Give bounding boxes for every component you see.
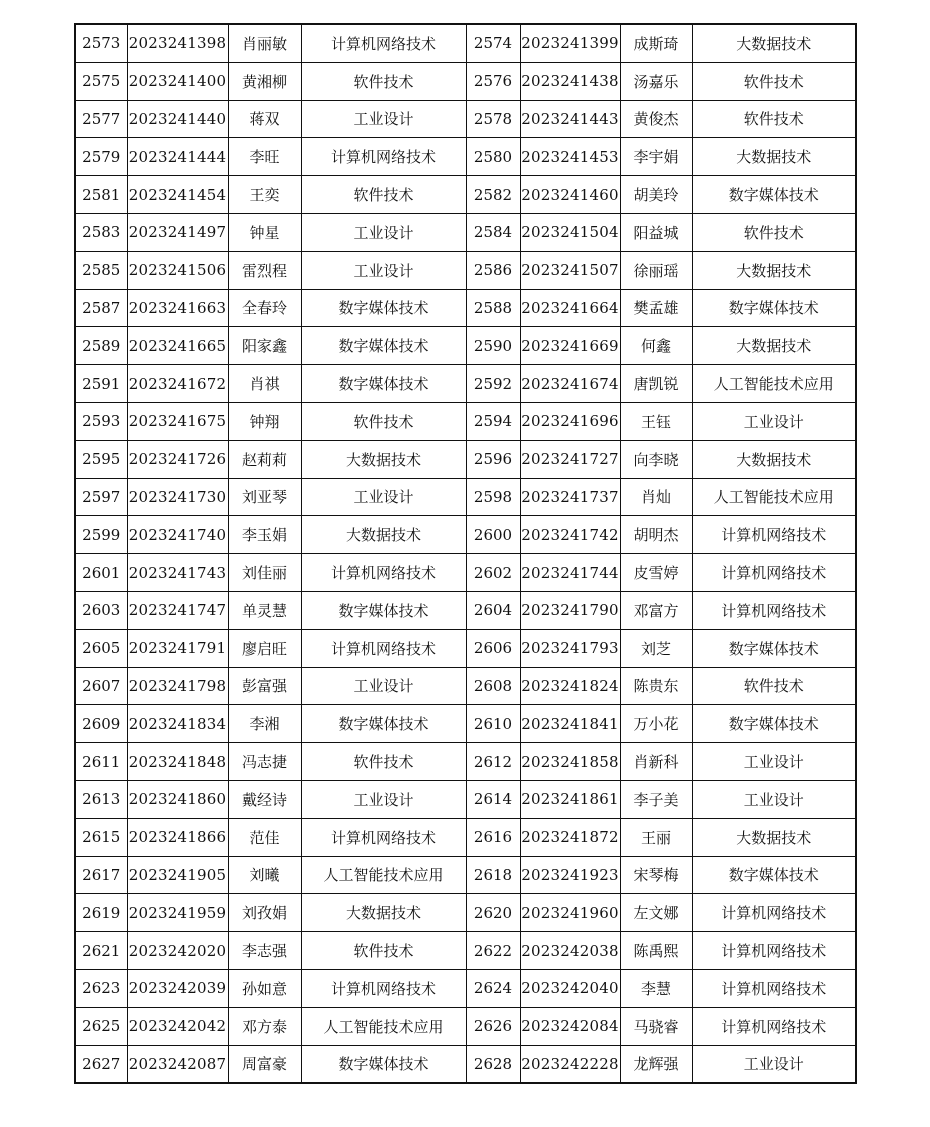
student-id-cell: 2023241742 [520,516,620,554]
student-id-cell: 2023241460 [520,176,620,214]
table-row [75,894,856,932]
name-cell: 龙辉强 [620,1045,692,1083]
major-cell: 计算机网络技术 [692,969,856,1007]
major-cell: 大数据技术 [692,251,856,289]
table-row [75,629,856,667]
name-cell: 汤嘉乐 [620,62,692,100]
student-id-cell: 2023241504 [520,213,620,251]
major-cell: 软件技术 [692,213,856,251]
major-cell: 工业设计 [301,667,466,705]
table-row [75,176,856,214]
student-id-cell: 2023241440 [127,100,228,138]
seq-cell: 2587 [75,289,127,327]
student-id-cell: 2023241793 [520,629,620,667]
student-id-cell: 2023241497 [127,213,228,251]
seq-cell: 2583 [75,213,127,251]
student-id-cell: 2023241959 [127,894,228,932]
seq-cell: 2604 [466,591,520,629]
name-cell: 李慧 [620,969,692,1007]
major-cell: 数字媒体技术 [692,856,856,894]
name-cell: 周富豪 [228,1045,301,1083]
name-cell: 蒋双 [228,100,301,138]
name-cell: 宋琴梅 [620,856,692,894]
table-row [75,818,856,856]
student-id-cell: 2023241905 [127,856,228,894]
table-row [75,591,856,629]
student-id-cell: 2023241824 [520,667,620,705]
name-cell: 彭富强 [228,667,301,705]
table-row [75,554,856,592]
table-row [75,100,856,138]
major-cell: 数字媒体技术 [301,289,466,327]
name-cell: 戴经诗 [228,780,301,818]
seq-cell: 2593 [75,402,127,440]
major-cell: 大数据技术 [692,24,856,62]
major-cell: 计算机网络技术 [692,932,856,970]
student-id-cell: 2023241740 [127,516,228,554]
student-id-cell: 2023242228 [520,1045,620,1083]
student-id-cell: 2023241834 [127,705,228,743]
seq-cell: 2605 [75,629,127,667]
name-cell: 刘孜娟 [228,894,301,932]
seq-cell: 2613 [75,780,127,818]
seq-cell: 2610 [466,705,520,743]
major-cell: 软件技术 [692,667,856,705]
student-id-cell: 2023241507 [520,251,620,289]
student-id-cell: 2023241444 [127,138,228,176]
student-id-cell: 2023241675 [127,402,228,440]
student-id-cell: 2023241872 [520,818,620,856]
major-cell: 计算机网络技术 [692,1007,856,1045]
table-row [75,62,856,100]
name-cell: 单灵慧 [228,591,301,629]
seq-cell: 2576 [466,62,520,100]
table-row [75,780,856,818]
seq-cell: 2578 [466,100,520,138]
table-row [75,365,856,403]
name-cell: 左文娜 [620,894,692,932]
student-id-cell: 2023241730 [127,478,228,516]
major-cell: 人工智能技术应用 [692,365,856,403]
name-cell: 雷烈程 [228,251,301,289]
major-cell: 软件技术 [301,743,466,781]
major-cell: 计算机网络技术 [692,554,856,592]
name-cell: 向李晓 [620,440,692,478]
seq-cell: 2606 [466,629,520,667]
name-cell: 李玉娟 [228,516,301,554]
seq-cell: 2623 [75,969,127,1007]
major-cell: 计算机网络技术 [692,894,856,932]
student-id-cell: 2023241923 [520,856,620,894]
student-id-cell: 2023241506 [127,251,228,289]
student-roster-table [74,23,857,1084]
name-cell: 肖新科 [620,743,692,781]
seq-cell: 2622 [466,932,520,970]
student-id-cell: 2023241848 [127,743,228,781]
name-cell: 马骁睿 [620,1007,692,1045]
major-cell: 数字媒体技术 [301,365,466,403]
student-id-cell: 2023241674 [520,365,620,403]
seq-cell: 2575 [75,62,127,100]
major-cell: 工业设计 [301,100,466,138]
major-cell: 大数据技术 [692,440,856,478]
seq-cell: 2620 [466,894,520,932]
seq-cell: 2614 [466,780,520,818]
major-cell: 人工智能技术应用 [301,1007,466,1045]
seq-cell: 2585 [75,251,127,289]
major-cell: 数字媒体技术 [692,176,856,214]
student-id-cell: 2023242039 [127,969,228,1007]
table-row [75,516,856,554]
name-cell: 王钰 [620,402,692,440]
seq-cell: 2603 [75,591,127,629]
seq-cell: 2594 [466,402,520,440]
major-cell: 计算机网络技术 [692,516,856,554]
major-cell: 计算机网络技术 [692,591,856,629]
student-id-cell: 2023241960 [520,894,620,932]
name-cell: 刘佳丽 [228,554,301,592]
name-cell: 赵莉莉 [228,440,301,478]
table-row [75,138,856,176]
seq-cell: 2609 [75,705,127,743]
name-cell: 樊孟雄 [620,289,692,327]
seq-cell: 2628 [466,1045,520,1083]
seq-cell: 2619 [75,894,127,932]
name-cell: 成斯琦 [620,24,692,62]
seq-cell: 2591 [75,365,127,403]
name-cell: 皮雪婷 [620,554,692,592]
major-cell: 人工智能技术应用 [301,856,466,894]
student-id-cell: 2023241663 [127,289,228,327]
table-row [75,932,856,970]
table-row [75,667,856,705]
student-id-cell: 2023241727 [520,440,620,478]
student-id-cell: 2023241398 [127,24,228,62]
student-id-cell: 2023241453 [520,138,620,176]
seq-cell: 2589 [75,327,127,365]
seq-cell: 2600 [466,516,520,554]
seq-cell: 2615 [75,818,127,856]
table-row [75,24,856,62]
student-id-cell: 2023241664 [520,289,620,327]
seq-cell: 2588 [466,289,520,327]
student-id-cell: 2023241798 [127,667,228,705]
major-cell: 软件技术 [692,62,856,100]
table-row [75,478,856,516]
seq-cell: 2580 [466,138,520,176]
name-cell: 唐凯锐 [620,365,692,403]
seq-cell: 2607 [75,667,127,705]
major-cell: 数字媒体技术 [301,705,466,743]
name-cell: 冯志捷 [228,743,301,781]
major-cell: 工业设计 [692,743,856,781]
student-id-cell: 2023242020 [127,932,228,970]
major-cell: 数字媒体技术 [301,591,466,629]
name-cell: 黄湘柳 [228,62,301,100]
major-cell: 数字媒体技术 [301,1045,466,1083]
student-id-cell: 2023241841 [520,705,620,743]
student-id-cell: 2023241866 [127,818,228,856]
student-id-cell: 2023241860 [127,780,228,818]
seq-cell: 2612 [466,743,520,781]
name-cell: 肖祺 [228,365,301,403]
name-cell: 陈贵东 [620,667,692,705]
major-cell: 工业设计 [301,780,466,818]
major-cell: 工业设计 [692,402,856,440]
name-cell: 全春玲 [228,289,301,327]
seq-cell: 2586 [466,251,520,289]
major-cell: 人工智能技术应用 [692,478,856,516]
name-cell: 阳益城 [620,213,692,251]
major-cell: 计算机网络技术 [301,554,466,592]
student-id-cell: 2023241737 [520,478,620,516]
table-row [75,856,856,894]
student-id-cell: 2023241743 [127,554,228,592]
major-cell: 工业设计 [301,251,466,289]
major-cell: 软件技术 [692,100,856,138]
name-cell: 黄俊杰 [620,100,692,138]
major-cell: 软件技术 [301,176,466,214]
table-row [75,440,856,478]
table-row [75,969,856,1007]
major-cell: 工业设计 [692,780,856,818]
seq-cell: 2624 [466,969,520,1007]
student-id-cell: 2023241726 [127,440,228,478]
student-id-cell: 2023242040 [520,969,620,1007]
seq-cell: 2584 [466,213,520,251]
table-row [75,1045,856,1083]
table-row [75,402,856,440]
major-cell: 数字媒体技术 [692,289,856,327]
student-id-cell: 2023241438 [520,62,620,100]
table-row [75,743,856,781]
seq-cell: 2596 [466,440,520,478]
major-cell: 软件技术 [301,62,466,100]
seq-cell: 2579 [75,138,127,176]
name-cell: 李宇娟 [620,138,692,176]
student-id-cell: 2023241665 [127,327,228,365]
seq-cell: 2598 [466,478,520,516]
name-cell: 范佳 [228,818,301,856]
table-row [75,251,856,289]
major-cell: 数字媒体技术 [692,705,856,743]
major-cell: 大数据技术 [301,440,466,478]
seq-cell: 2602 [466,554,520,592]
name-cell: 刘芝 [620,629,692,667]
seq-cell: 2581 [75,176,127,214]
roster-body [75,24,856,1083]
name-cell: 王奕 [228,176,301,214]
name-cell: 徐丽瑶 [620,251,692,289]
major-cell: 计算机网络技术 [301,818,466,856]
name-cell: 钟星 [228,213,301,251]
seq-cell: 2595 [75,440,127,478]
seq-cell: 2617 [75,856,127,894]
name-cell: 邓方泰 [228,1007,301,1045]
name-cell: 胡明杰 [620,516,692,554]
seq-cell: 2611 [75,743,127,781]
student-id-cell: 2023241744 [520,554,620,592]
name-cell: 李湘 [228,705,301,743]
seq-cell: 2590 [466,327,520,365]
name-cell: 陈禹熙 [620,932,692,970]
name-cell: 王丽 [620,818,692,856]
major-cell: 工业设计 [692,1045,856,1083]
major-cell: 数字媒体技术 [301,327,466,365]
major-cell: 软件技术 [301,402,466,440]
student-id-cell: 2023241669 [520,327,620,365]
major-cell: 大数据技术 [692,327,856,365]
major-cell: 大数据技术 [301,516,466,554]
student-id-cell: 2023241696 [520,402,620,440]
seq-cell: 2597 [75,478,127,516]
major-cell: 工业设计 [301,213,466,251]
seq-cell: 2627 [75,1045,127,1083]
table-row [75,289,856,327]
name-cell: 孙如意 [228,969,301,1007]
name-cell: 钟翔 [228,402,301,440]
major-cell: 工业设计 [301,478,466,516]
seq-cell: 2599 [75,516,127,554]
major-cell: 计算机网络技术 [301,629,466,667]
major-cell: 大数据技术 [301,894,466,932]
student-id-cell: 2023241861 [520,780,620,818]
seq-cell: 2573 [75,24,127,62]
seq-cell: 2577 [75,100,127,138]
major-cell: 计算机网络技术 [301,969,466,1007]
name-cell: 何鑫 [620,327,692,365]
seq-cell: 2601 [75,554,127,592]
name-cell: 李志强 [228,932,301,970]
seq-cell: 2608 [466,667,520,705]
seq-cell: 2621 [75,932,127,970]
table-row [75,327,856,365]
student-id-cell: 2023241858 [520,743,620,781]
table-row [75,1007,856,1045]
name-cell: 刘亚琴 [228,478,301,516]
name-cell: 李旺 [228,138,301,176]
seq-cell: 2582 [466,176,520,214]
name-cell: 邓富方 [620,591,692,629]
student-id-cell: 2023242042 [127,1007,228,1045]
student-id-cell: 2023241400 [127,62,228,100]
name-cell: 万小花 [620,705,692,743]
table-row [75,213,856,251]
student-id-cell: 2023242084 [520,1007,620,1045]
major-cell: 计算机网络技术 [301,138,466,176]
major-cell: 数字媒体技术 [692,629,856,667]
seq-cell: 2616 [466,818,520,856]
major-cell: 大数据技术 [692,818,856,856]
name-cell: 肖丽敏 [228,24,301,62]
student-id-cell: 2023241791 [127,629,228,667]
student-id-cell: 2023241790 [520,591,620,629]
seq-cell: 2618 [466,856,520,894]
name-cell: 胡美玲 [620,176,692,214]
name-cell: 阳家鑫 [228,327,301,365]
student-id-cell: 2023241443 [520,100,620,138]
student-id-cell: 2023241454 [127,176,228,214]
seq-cell: 2625 [75,1007,127,1045]
student-id-cell: 2023242038 [520,932,620,970]
major-cell: 计算机网络技术 [301,24,466,62]
student-id-cell: 2023242087 [127,1045,228,1083]
major-cell: 大数据技术 [692,138,856,176]
seq-cell: 2626 [466,1007,520,1045]
name-cell: 廖启旺 [228,629,301,667]
student-id-cell: 2023241399 [520,24,620,62]
name-cell: 刘曦 [228,856,301,894]
student-id-cell: 2023241672 [127,365,228,403]
table-row [75,705,856,743]
name-cell: 肖灿 [620,478,692,516]
name-cell: 李子美 [620,780,692,818]
student-id-cell: 2023241747 [127,591,228,629]
major-cell: 软件技术 [301,932,466,970]
seq-cell: 2592 [466,365,520,403]
seq-cell: 2574 [466,24,520,62]
